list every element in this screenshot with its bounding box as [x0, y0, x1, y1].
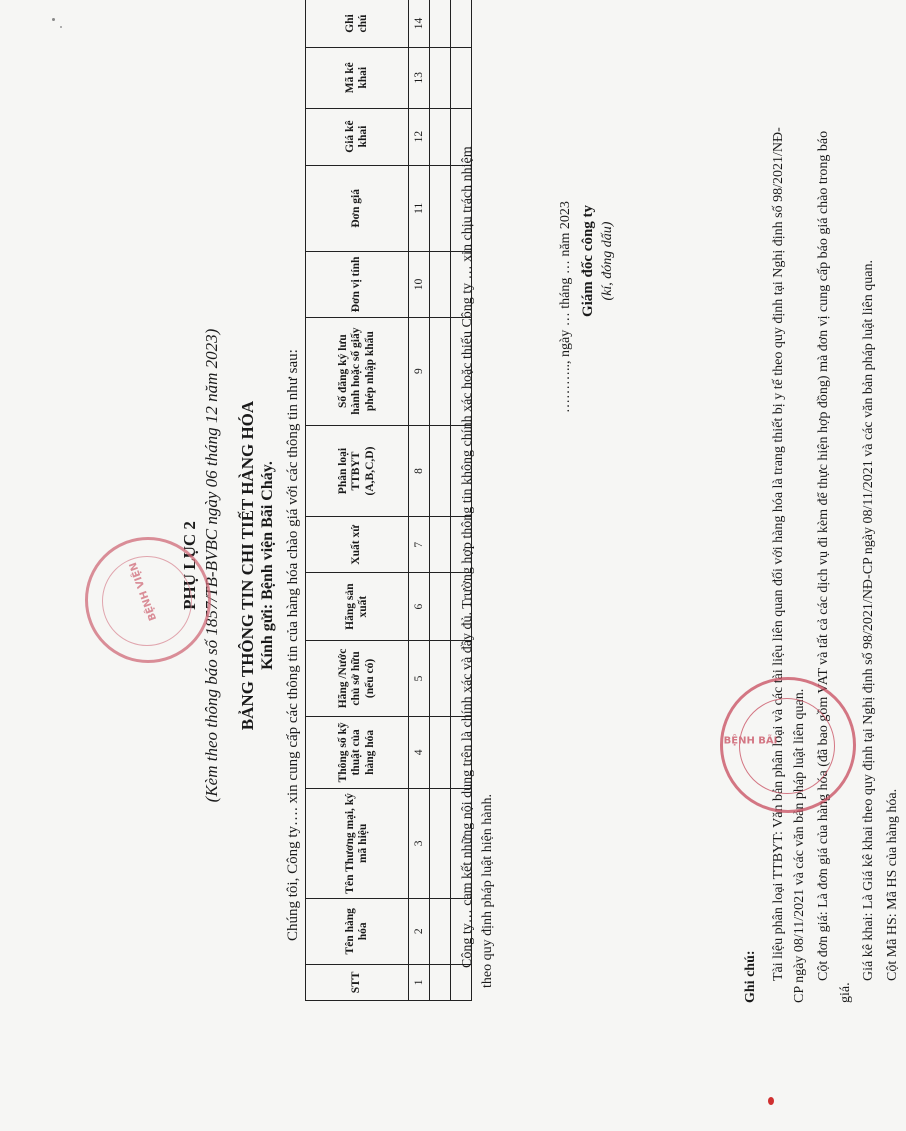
note-item: Tài liệu phân loại TTBYT: Văn bản phân loại và các tài liệu liên quan đối với hàng hóa là trang thiết bị y tế theo quy định tại Nghị định số 98/2021/NĐ-CP ngày 08/11/2021 và các văn bản pháp luật liên quan. [770, 127, 808, 1003]
col-header-note: Ghi chú [306, 0, 409, 48]
col-header-declaration-code: Mã kê khai [306, 48, 409, 109]
partial-seal-stamp [720, 677, 856, 813]
col-number: 1 [409, 964, 430, 1000]
col-number: 5 [409, 641, 430, 716]
col-number: 14 [409, 0, 430, 48]
table-header-row [306, 0, 409, 1001]
note-item: Cột đơn giá: Là đơn giá của hàng hóa (đã bao gồm VAT và tất cả các dịch vụ đi kèm để thực hiện hợp đồng) mà đơn vị cung cấp báo giá chào trong báo giá. [816, 130, 853, 1003]
table-number-row [409, 0, 430, 1001]
col-header-unit-price: Đơn giá [306, 165, 409, 252]
notes-section [740, 113, 906, 1003]
seal-lettering: BỆNH BÃI [723, 735, 778, 747]
reference-line: (Kèm theo thông báo số 1857/TB-BVBC ngày 06 tháng 12 năm 2023) [202, 328, 221, 803]
col-number: 11 [409, 165, 430, 252]
col-number: 4 [409, 716, 430, 788]
col-number: 2 [409, 898, 430, 964]
scan-speck [60, 26, 62, 28]
appendix-label: PHỤ LỤC 2 [180, 521, 199, 610]
seal-lettering: BỆNH VIỆN [127, 560, 160, 623]
col-header-specs: Thông số kỹ thuật của hàng hóa [306, 716, 409, 788]
col-header-origin: Xuất xứ [306, 517, 409, 573]
note-item: Cột Mã HS: Mã HS của hàng hóa. [885, 788, 901, 981]
col-header-unit: Đơn vị tính [306, 252, 409, 318]
notes-title: Ghi chú: [743, 950, 758, 1003]
document-title: BẢNG THÔNG TIN CHI TIẾT HÀNG HÓA [238, 400, 257, 731]
col-header-manufacturer: Hãng sản xuất [306, 573, 409, 641]
goods-info-table [305, 0, 472, 1001]
signature-date: ……….., ngày … tháng … năm 2023 [558, 201, 573, 413]
addressee: Kính gửi: Bệnh viện Bãi Cháy. [259, 461, 276, 670]
note-item: Giá kê khai: Là Giá kê khai theo quy định tại Nghị định số 98/2021/NĐ-CP ngày 08/11/2021 và các văn bản pháp luật liên quan. [861, 260, 877, 981]
col-number: 3 [409, 789, 430, 899]
col-header-classification: Phân loại TTBYT (A,B,C,D) [306, 425, 409, 517]
commitment-text: Công ty… cam kết những nội dung trên là chính xác và đầy đủ. Trường hợp thông tin không chính xác hoặc thiếu Công ty … xin chịu trách nhiệm theo quy định pháp luật hiện hành. [460, 146, 496, 988]
scan-speck [52, 18, 55, 21]
col-number: 9 [409, 317, 430, 425]
table-row [430, 0, 451, 1001]
col-header-trade-name: Tên Thương mại, ký mã hiệu [306, 789, 409, 899]
signature-role: Giám đốc công ty [580, 204, 596, 318]
intro-text: Chúng tôi, Công ty…. xin cung cấp các thông tin của hàng hóa chào giá với các thông tin như sau: [285, 349, 301, 941]
col-number: 6 [409, 573, 430, 641]
col-number: 12 [409, 108, 430, 165]
red-mark [768, 1097, 774, 1105]
red-seal-stamp [85, 537, 211, 663]
signature-note: (kí, đóng dấu) [600, 221, 615, 301]
col-header-owner: Hãng /Nước chủ sở hữu (nếu có) [306, 641, 409, 716]
col-number: 13 [409, 48, 430, 109]
col-header-goods-name: Tên hàng hóa [306, 898, 409, 964]
col-number: 10 [409, 252, 430, 318]
col-header-declared-price: Giá kê khai [306, 108, 409, 165]
col-number: 7 [409, 517, 430, 573]
col-header-stt: STT [306, 964, 409, 1000]
col-number: 8 [409, 425, 430, 517]
col-header-registration: Số đăng ký lưu hành hoặc số giấy phép nhập khẩu [306, 317, 409, 425]
